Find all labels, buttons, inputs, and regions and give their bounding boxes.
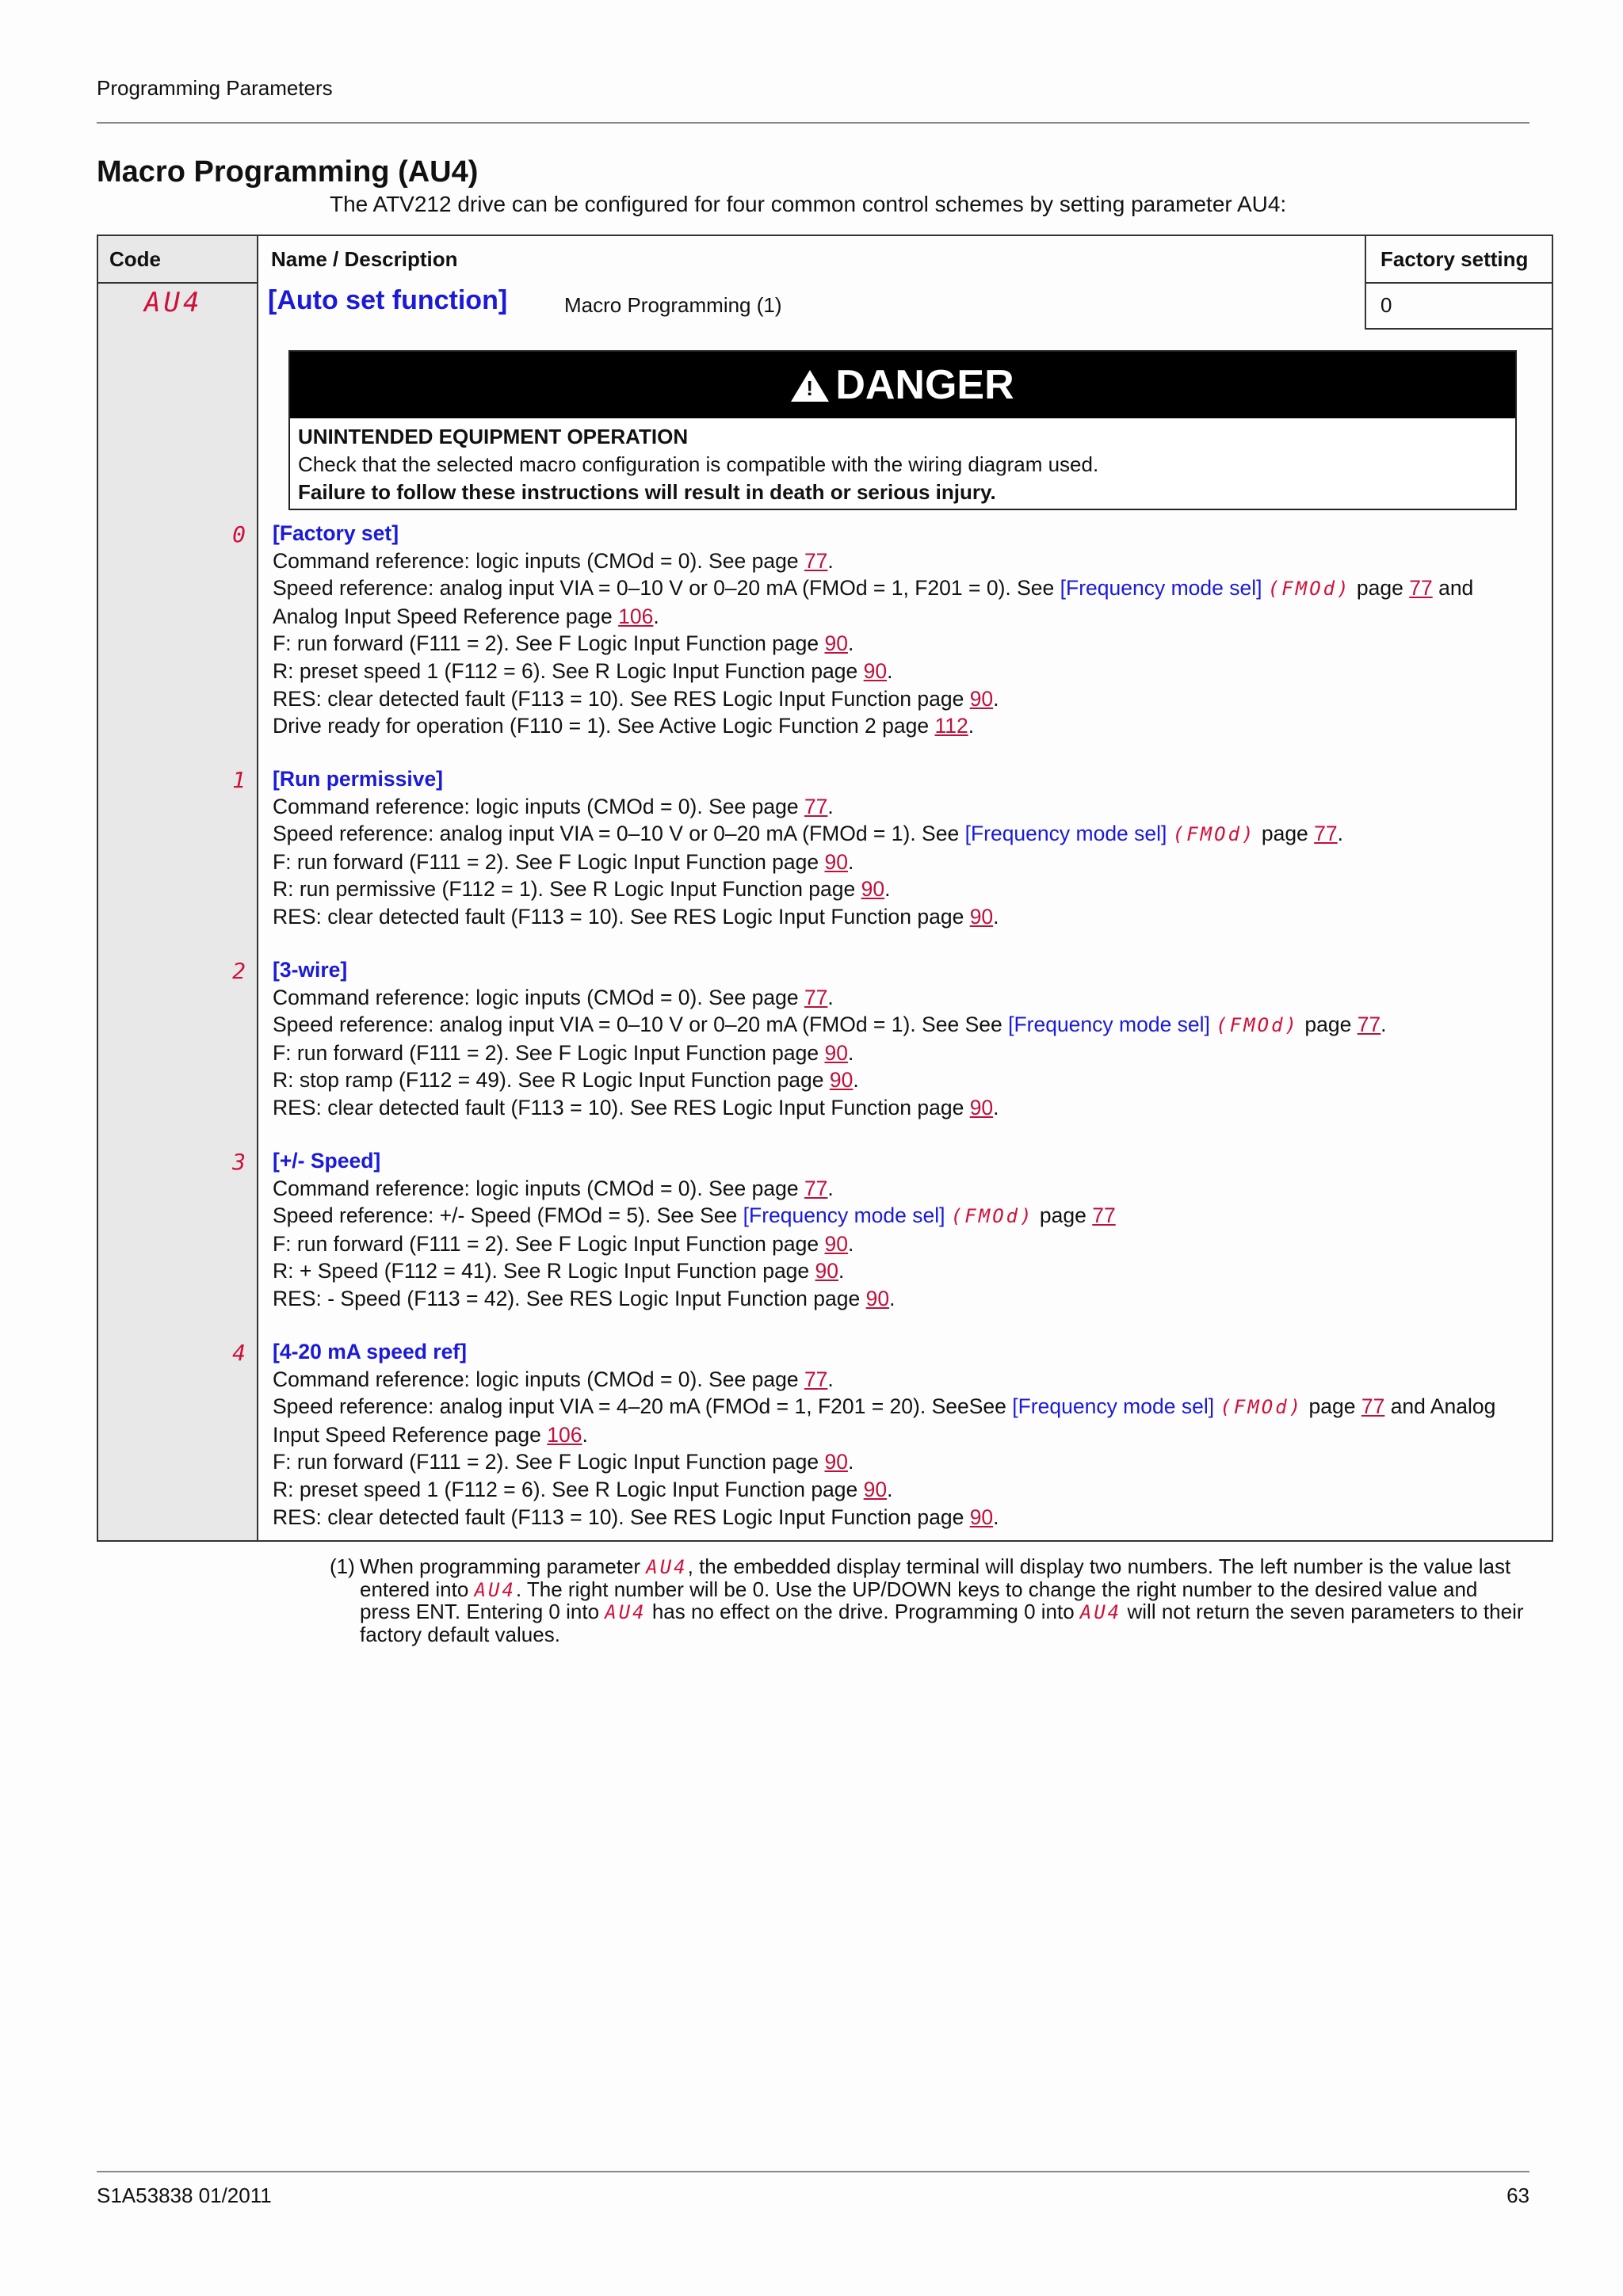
col-header-name: Name / Description <box>271 247 458 271</box>
page-link[interactable]: 90 <box>865 1286 890 1310</box>
page-link[interactable]: 77 <box>804 985 828 1009</box>
document-id: S1A53838 01/2011 <box>97 2183 272 2207</box>
danger-banner <box>290 352 1515 418</box>
danger-heading: UNINTENDED EQUIPMENT OPERATION <box>298 425 689 448</box>
page-link[interactable]: 90 <box>815 1259 839 1283</box>
page-link[interactable]: 90 <box>863 1477 888 1501</box>
page-link[interactable]: 106 <box>547 1422 582 1447</box>
footnote <box>330 1556 1526 1646</box>
section-title: Macro Programming (AU4) <box>97 155 479 189</box>
page-link[interactable]: 77 <box>804 548 828 573</box>
option-name: [Run permissive] <box>273 767 444 791</box>
page-link[interactable]: 90 <box>969 1505 994 1529</box>
page-link[interactable]: 90 <box>861 877 885 902</box>
page-link[interactable]: 90 <box>824 1450 848 1474</box>
danger-line: Check that the selected macro configuration is compatible with the wiring diagram used. <box>298 452 1099 476</box>
option-name: [3-wire] <box>273 958 348 982</box>
header-rule <box>97 122 1529 124</box>
page-link[interactable]: 90 <box>824 1040 848 1065</box>
parameter-table <box>97 235 1553 1542</box>
page-link[interactable]: 77 <box>1314 822 1338 846</box>
param-description: Macro Programming (1) <box>564 293 782 317</box>
danger-warning: Failure to follow these instructions will result in death or serious injury. <box>298 480 996 504</box>
danger-title: DANGER <box>835 362 1014 408</box>
page-link[interactable]: 77 <box>1361 1394 1385 1419</box>
param-name: [Auto set function] <box>268 285 508 315</box>
page-number: 63 <box>1507 2183 1529 2207</box>
frequency-mode-ref: [Frequency mode sel] <box>743 1203 945 1228</box>
footnote-text: When programming parameter AU4, the embedded display terminal will display two numbers. The left number is the value last entered into AU4. The right number will be 0. Use the UP/DOWN keys to change the right number to the desired value and press ENT. Entering 0 into AU4 has no effect on the drive. Programming 0 into AU4 will not return the seven parameters to their factory default values. <box>360 1554 1524 1646</box>
page-link[interactable]: 77 <box>804 1367 828 1391</box>
option-code-1: 1 <box>232 767 249 793</box>
option-block-2: [3-wire] Command reference: logic inputs (CMOd = 0). See page 77. Speed reference: analog input VIA = 0–10 V or 0–20 mA (FMOd = 1). See See [Frequency mode sel] (FMOd) page 77. F: run forward (F111 = 2). See F Logic Input Function page 90. R: stop ramp (F112 = 49). See R Logic Input Function page 90. RES: clear detected fault (F113 = 10). See RES Logic Input Function page 90. <box>273 956 1549 1122</box>
frequency-mode-ref: [Frequency mode sel] <box>1012 1394 1215 1419</box>
option-block-4: [4-20 mA speed ref] Command reference: logic inputs (CMOd = 0). See page 77. Speed reference: analog input VIA = 4–20 mA (FMOd = 1, F201 = 20). SeeSee [Frequency mode sel] (FMOd) page 77 and Analog Input Speed Reference page 106. F: run forward (F111 = 2). See F Logic Input Function page 90. R: preset speed 1 (F112 = 6). See R Logic Input Function page 90. RES: clear detected fault (F113 = 10). See RES Logic Input Function page 90. <box>273 1338 1549 1531</box>
page-link[interactable]: 77 <box>804 1176 828 1200</box>
page-link[interactable]: 90 <box>969 686 994 711</box>
option-code-4: 4 <box>232 1340 249 1366</box>
option-code-0: 0 <box>232 521 249 547</box>
page-link[interactable]: 90 <box>824 1231 848 1256</box>
param-code: AU4 <box>144 287 203 318</box>
frequency-mode-ref: [Frequency mode sel] <box>1008 1013 1210 1037</box>
page-link[interactable]: 106 <box>618 604 654 628</box>
option-code-2: 2 <box>232 958 249 984</box>
option-name: [Factory set] <box>273 521 399 545</box>
page-link[interactable]: 90 <box>969 1095 994 1119</box>
col-header-code: Code <box>109 247 161 271</box>
col-header-factory: Factory setting <box>1381 247 1529 271</box>
page-link[interactable]: 90 <box>863 658 888 683</box>
option-name: [+/- Speed] <box>273 1149 381 1173</box>
option-block-3: [+/- Speed] Command reference: logic inputs (CMOd = 0). See page 77. Speed reference: +/- Speed (FMOd = 5). See See [Frequency mode sel] (FMOd) page 77 F: run forward (F111 = 2). See F Logic Input Function page 90. R: + Speed (F112 = 41). See R Logic Input Function page 90. RES: - Speed (F113 = 42). See RES Logic Input Function page 90. <box>273 1147 1549 1313</box>
danger-box <box>288 350 1517 510</box>
page-link[interactable]: 112 <box>934 714 968 738</box>
page-link[interactable]: 90 <box>824 849 848 874</box>
warning-icon: ! <box>791 370 829 402</box>
frequency-mode-ref: [Frequency mode sel] <box>1060 576 1262 601</box>
page-link[interactable]: 90 <box>824 631 848 656</box>
page-link[interactable]: 77 <box>1409 576 1433 601</box>
footnote-number: (1) <box>330 1554 355 1578</box>
footer-rule <box>97 2171 1529 2172</box>
running-header: Programming Parameters <box>97 76 333 100</box>
page-link[interactable]: 90 <box>969 904 994 929</box>
page-link[interactable]: 77 <box>1092 1203 1116 1228</box>
page-link[interactable]: 77 <box>804 794 828 818</box>
factory-value: 0 <box>1381 293 1392 317</box>
page-link[interactable]: 77 <box>1357 1013 1381 1037</box>
option-block-1: [Run permissive] Command reference: logic inputs (CMOd = 0). See page 77. Speed reference: analog input VIA = 0–10 V or 0–20 mA (FMOd = 1). See [Frequency mode sel] (FMOd) page 77. F: run forward (F111 = 2). See F Logic Input Function page 90. R: run permissive (F112 = 1). See R Logic Input Function page 90. RES: clear detected fault (F113 = 10). See RES Logic Input Function page 90. <box>273 765 1549 931</box>
option-code-3: 3 <box>232 1149 249 1175</box>
intro-text: The ATV212 drive can be configured for four common control schemes by setting parameter AU4: <box>330 192 1287 216</box>
option-block-0: [Factory set] Command reference: logic inputs (CMOd = 0). See page 77. Speed reference: analog input VIA = 0–10 V or 0–20 mA (FMOd = 1, F201 = 0). See [Frequency mode sel] (FMOd) page 77 and Analog Input Speed Reference page 106. F: run forward (F111 = 2). See F Logic Input Function page 90. R: preset speed 1 (F112 = 6). See R Logic Input Function page 90. RES: clear detected fault (F113 = 10). See RES Logic Input Function page 90. Drive ready for operation (F110 = 1). See Active Logic Function 2 page 112. <box>273 520 1549 740</box>
page-link[interactable]: 90 <box>829 1068 854 1093</box>
option-name: [4-20 mA speed ref] <box>273 1340 467 1363</box>
frequency-mode-ref: [Frequency mode sel] <box>964 822 1167 846</box>
